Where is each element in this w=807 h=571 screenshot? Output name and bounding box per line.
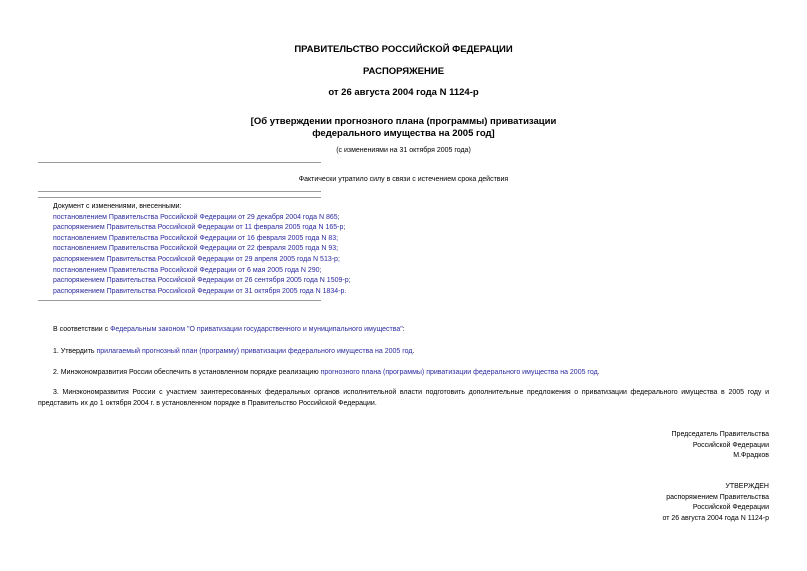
amendment-link[interactable]: распоряжением Правительства Российской Федерации от 11 февраля 2005 года N 165-р;: [53, 224, 346, 232]
status-note: Фактически утратило силу в связи с истечением срока действия: [298, 176, 509, 183]
approval-heading: УТВЕРЖДЕН: [725, 483, 769, 490]
approval-block: [662, 482, 769, 524]
approval-line: Российской Федерации: [692, 504, 769, 511]
amendment-link[interactable]: распоряжением Правительства Российской Федерации от 29 апреля 2005 года N 513-р;: [53, 255, 340, 263]
amendments-heading: Документ с изменениями, внесенными:: [53, 203, 182, 210]
document-title-line-1: [Об утверждении прогнозного плана (программы) приватизации: [250, 116, 557, 127]
signature-name: М.Фрадков: [733, 452, 769, 459]
amendment-link[interactable]: постановлением Правительства Российской Федерации от 22 февраля 2005 года N 93;: [53, 245, 339, 253]
signature-block: [672, 430, 769, 462]
item-2-paragraph: 2. Минэкономразвития России обеспечить в установленном порядке реализацию прогнозного плана (программы) приватизации федерального имущества на 2005 год.: [53, 369, 600, 376]
document-type: РАСПОРЯЖЕНИЕ: [362, 66, 445, 77]
item-3-paragraph: 3. Минэкономразвития России с участием заинтересованных федеральных органов исполнительной власти подготовить дополнительные предложения о приватизации федерального имущества в 2005 году и представить их до 1 октября 2004 г. в установленном порядке в Правительство Российской Федерации.: [38, 389, 769, 407]
divider: [38, 197, 321, 198]
divider: [38, 162, 321, 163]
amendment-link[interactable]: постановлением Правительства Российской Федерации от 29 декабря 2004 года N 865;: [53, 213, 340, 221]
amendment-link[interactable]: распоряжением Правительства Российской Федерации от 26 сентября 2005 года N 1509-р;: [53, 277, 351, 285]
divider: [38, 300, 321, 301]
privatization-plan-link[interactable]: прогнозного плана (программы) приватизации федерального имущества на 2005 год: [320, 369, 598, 376]
item-1-paragraph: 1. Утвердить прилагаемый прогнозный план (программу) приватизации федерального имущества на 2005 год.: [53, 348, 415, 355]
changes-note: (с изменениями на 31 октября 2005 года): [336, 147, 471, 154]
amendments-block: [53, 202, 351, 297]
signature-country: Российской Федерации: [692, 441, 769, 449]
amendment-link[interactable]: постановлением Правительства Российской Федерации от 16 февраля 2005 года N 83;: [53, 234, 339, 242]
amendment-link[interactable]: постановлением Правительства Российской Федерации от 6 мая 2005 года N 290;: [53, 266, 322, 274]
government-name: ПРАВИТЕЛЬСТВО РОССИЙСКОЙ ФЕДЕРАЦИИ: [294, 44, 513, 55]
document-date-number: от 26 августа 2004 года N 1124-р: [328, 87, 479, 98]
privatization-plan-link[interactable]: прилагаемый прогнозный план (программу) приватизации федерального имущества на 2005 год: [96, 348, 413, 355]
divider: [38, 191, 321, 192]
document-title-line-2: федерального имущества на 2005 год]: [312, 128, 495, 139]
signature-position: Председатель Правительства: [671, 431, 769, 438]
approval-line: распоряжением Правительства: [666, 493, 769, 501]
intro-paragraph: В соответствии с Федеральным законом "О приватизации государственного и муниципального имущества":: [53, 326, 405, 333]
federal-law-link[interactable]: Федеральным законом "О приватизации государственного и муниципального имущества": [110, 326, 403, 333]
amendment-link[interactable]: распоряжением Правительства Российской Федерации от 31 октября 2005 года N 1834-р.: [53, 287, 347, 295]
approval-date: от 26 августа 2004 года N 1124-р: [662, 514, 769, 522]
